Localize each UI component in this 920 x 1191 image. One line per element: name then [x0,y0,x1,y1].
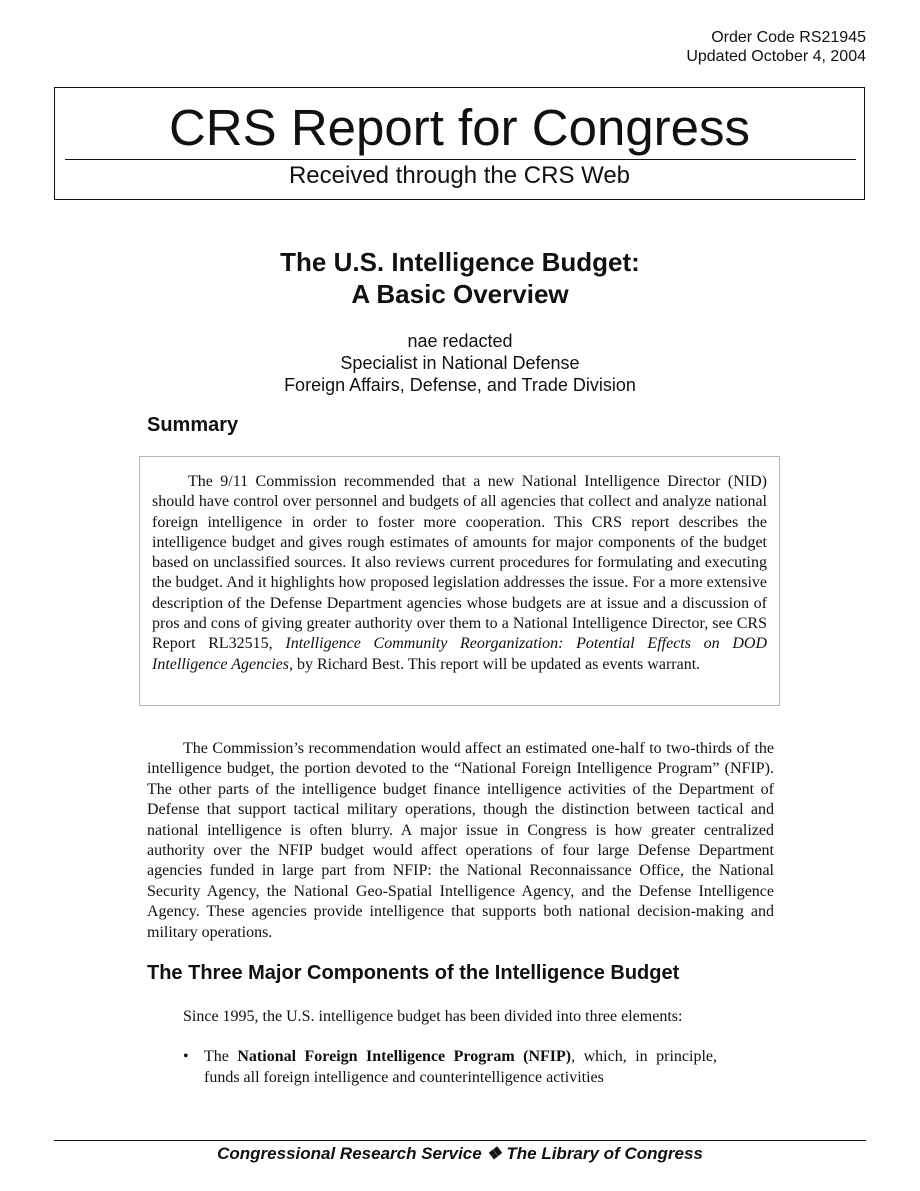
body-paragraph-1: The Commission’s recommendation would affect an estimated one-half to two-thirds of the intelligence budget, the portion devoted to the “National Foreign Intelligence Program” (NFIP). The other parts of the intelligence budget finance intelligence activities of the Department of Defense that support tactical military operations, though the distinction between tactical and national intelligence is often blurry. A major issue in Congress is how greater centralized authority over the NFIP budget would affect operations of four large Defense Department agencies funded in large part from NFIP: the National Reconnaissance Office, the National Security Agency, the National Geo-Spatial Intelligence Agency, and the Defense Intelligence Agency. These agencies provide intelligence that supports both national decision-making and military operations. [147,740,774,941]
summary-text-part1: The 9/11 Commission recommended that a new National Intelligence Director (NID) should have control over personnel and budgets of all agencies that collect and analyze national foreign intelligence in order to foster more cooperation. This CRS report describes the intelligence budget and gives rough estimates of amounts for major components of the budget based on unclassified sources. It also reviews current procedures for formulating and executing the budget. And it highlights how proposed legislation addresses the issue. For a more extensive description of the Defense Department agencies whose budgets are at issue and a discussion of pros and cons of giving greater authority over them to a National Intelligence Director, see CRS Report RL32515, [152,473,768,653]
summary-box [139,456,780,706]
summary-text-part2: , by Richard Best. This report will be updated as events warrant. [288,655,701,673]
banner-divider [65,159,856,160]
section-heading-budget-components: The Three Major Components of the Intelligence Budget [147,962,680,984]
banner-title: CRS Report for Congress [168,99,751,156]
author-name: nae redacted [407,331,513,351]
list-item-text [204,1047,717,1088]
banner-subtitle: Received through the CRS Web [288,162,631,189]
crs-banner [54,87,865,200]
body-paragraph-2: Since 1995, the U.S. intelligence budget has been divided into three elements: [183,1008,683,1025]
footer-divider [54,1140,866,1141]
list-item-rest: , which, in principle, funds all foreign intelligence and counterintelligence activities [204,1048,718,1086]
author-division: Foreign Affairs, Defense, and Trade Division [284,375,636,395]
author-title: Specialist in National Defense [340,353,580,373]
document-title [0,246,920,310]
footer-text: Congressional Research Service ❖ The Library of Congress [217,1144,703,1163]
summary-cited-report-title: Intelligence Community Reorganization: Potential Effects on DOD Intelligence Agencies [152,635,767,673]
updated-date: Updated October 4, 2004 [686,48,866,65]
author-block [0,330,920,396]
list-item-term: National Foreign Intelligence Program (NFIP) [237,1048,572,1065]
document-title-line1: The U.S. Intelligence Budget: [280,247,640,277]
list-item [183,1047,717,1088]
summary-heading: Summary [147,414,239,436]
bullet-icon: • [183,1048,189,1065]
list-item-prefix: The [204,1048,238,1065]
document-title-line2: A Basic Overview [351,279,569,309]
summary-text [152,472,767,675]
order-code-block [686,28,866,66]
order-code: Order Code RS21945 [711,29,866,46]
